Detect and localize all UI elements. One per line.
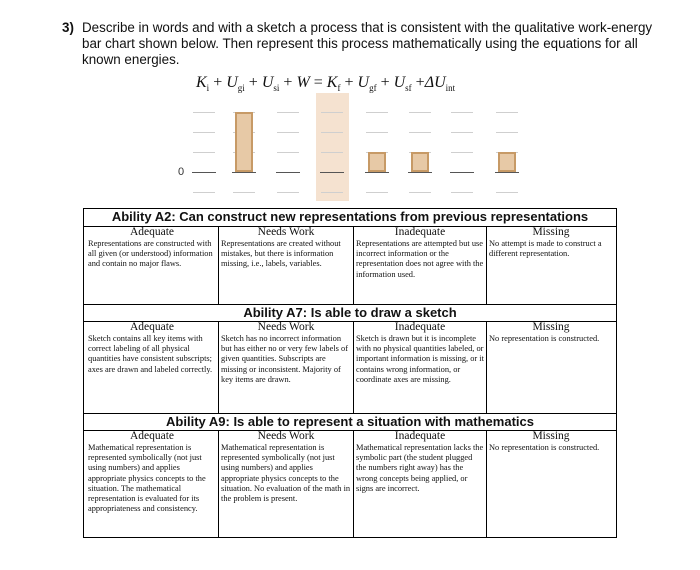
gridline-dash	[496, 192, 518, 193]
gridline-dash	[193, 192, 215, 193]
column-divider	[353, 321, 354, 413]
term-ugf: $U_{gf}$	[357, 74, 377, 94]
gridline-dash	[321, 192, 343, 193]
term-usf: $U_{sf}$	[393, 74, 412, 94]
a9-adequate-cell: Adequate Mathematical representation is represented symbolically (not just using numbers) and applies appropriate physics concepts to the situation. The mathematical representation is evaluated for its appropriateness and consistency.	[88, 430, 206, 514]
zero-line-segment	[365, 172, 389, 173]
gridline-dash	[193, 112, 215, 113]
energy-bar	[368, 152, 386, 172]
column-divider	[218, 226, 219, 304]
zero-line-segment	[276, 172, 300, 173]
gridline-dash	[321, 112, 343, 113]
term-kf: $K_f$	[326, 74, 341, 94]
term-ki: $K_i$	[196, 74, 210, 94]
question-number: 3)	[62, 20, 74, 35]
gridline-dash	[233, 192, 255, 193]
section-title-a7: Ability A7: Is able to draw a sketch	[243, 305, 457, 320]
a7-needs-work-cell: Needs Work Sketch has no incorrect information but has either no or very few labels of given quantities. Subscripts are missing or inconsistent. Majority of key items are drawn.	[221, 321, 348, 384]
gridline-dash	[277, 152, 299, 153]
term-w: W	[296, 74, 310, 91]
gridline-dash	[366, 132, 388, 133]
term-ugi: $U_{gi}$	[226, 74, 245, 94]
zero-label: 0	[178, 166, 185, 178]
zero-line-segment	[232, 172, 256, 173]
energy-bar	[235, 112, 253, 172]
gridline-dash	[366, 112, 388, 113]
column-divider	[353, 430, 354, 537]
a2-needs-work-cell: Needs Work Representations are created without mistakes, but there is information missing, i.e., labels, variables.	[221, 226, 341, 269]
column-divider	[353, 226, 354, 304]
gridline-dash	[193, 152, 215, 153]
gridline-dash	[451, 112, 473, 113]
a9-inadequate-cell: Inadequate Mathematical representation lacks the symbolic part (the student plugged the numbers right away) has the wrong concepts being applied, or signs are incorrect.	[356, 430, 484, 493]
a7-missing-cell: Missing No representation is constructed.	[489, 321, 600, 343]
a9-missing-cell: Missing No representation is constructed.	[489, 430, 600, 452]
section-title-a9: Ability A9: Is able to represent a situation with mathematics	[166, 414, 534, 429]
rubric-table	[83, 208, 617, 538]
column-divider	[486, 226, 487, 304]
zero-line-segment	[320, 172, 344, 173]
work-energy-equation: $K_i + U_{gi} + U_{si} + W = K_f + U_{gf} + U_{sf} +\Delta U_{int}$	[196, 74, 456, 94]
energy-bar	[411, 152, 429, 172]
gridline-dash	[451, 152, 473, 153]
gridline-dash	[409, 112, 431, 113]
question-text: Describe in words and with a sketch a process that is consistent with the qualitative work-energy bar chart shown below. Then represent this process mathematically using the equations for all known energies.	[82, 20, 653, 67]
work-column-highlight	[316, 93, 349, 201]
a9-needs-work-cell: Needs Work Mathematical representation is represented symbolically (not just using numbers) and applies appropriate physics concepts to the situation. No evaluation of the math in the problem is present.	[221, 430, 351, 504]
a2-inadequate-cell: Inadequate Representations are attempted but use incorrect information or the representation does not agree with the information used.	[356, 226, 484, 279]
gridline-dash	[193, 132, 215, 133]
gridline-dash	[409, 132, 431, 133]
a2-adequate-cell: Adequate Representations are constructed with all given (or understood) information and contain no major flaws.	[88, 226, 213, 269]
gridline-dash	[451, 192, 473, 193]
gridline-dash	[321, 152, 343, 153]
term-usi: $U_{si}$	[261, 74, 280, 94]
gridline-dash	[321, 132, 343, 133]
column-divider	[486, 321, 487, 413]
term-dui: $\Delta U_{int}$	[424, 74, 456, 94]
gridline-dash	[496, 132, 518, 133]
gridline-dash	[277, 192, 299, 193]
zero-line-segment	[408, 172, 432, 173]
gridline-dash	[277, 112, 299, 113]
zero-line-segment	[450, 172, 474, 173]
column-divider	[218, 430, 219, 537]
zero-line-segment	[495, 172, 519, 173]
gridline-dash	[366, 192, 388, 193]
a7-adequate-cell: Adequate Sketch contains all key items with correct labeling of all physical quantities have consistent subscripts; axes are drawn and labeled correctly.	[88, 321, 213, 374]
gridline-dash	[277, 132, 299, 133]
gridline-dash	[409, 192, 431, 193]
a7-inadequate-cell: Inadequate Sketch is drawn but it is incomplete with no physical quantities labeled, or important information is missing, or it contains wrong information, or coordinate axes are missing.	[356, 321, 484, 384]
gridline-dash	[451, 132, 473, 133]
zero-line-segment	[192, 172, 216, 173]
column-divider	[218, 321, 219, 413]
column-divider	[486, 430, 487, 537]
a2-missing-cell: Missing No attempt is made to construct a different representation.	[489, 226, 602, 259]
energy-bar	[498, 152, 516, 172]
section-title-a2: Ability A2: Can construct new representations from previous representations	[111, 209, 589, 224]
gridline-dash	[496, 112, 518, 113]
